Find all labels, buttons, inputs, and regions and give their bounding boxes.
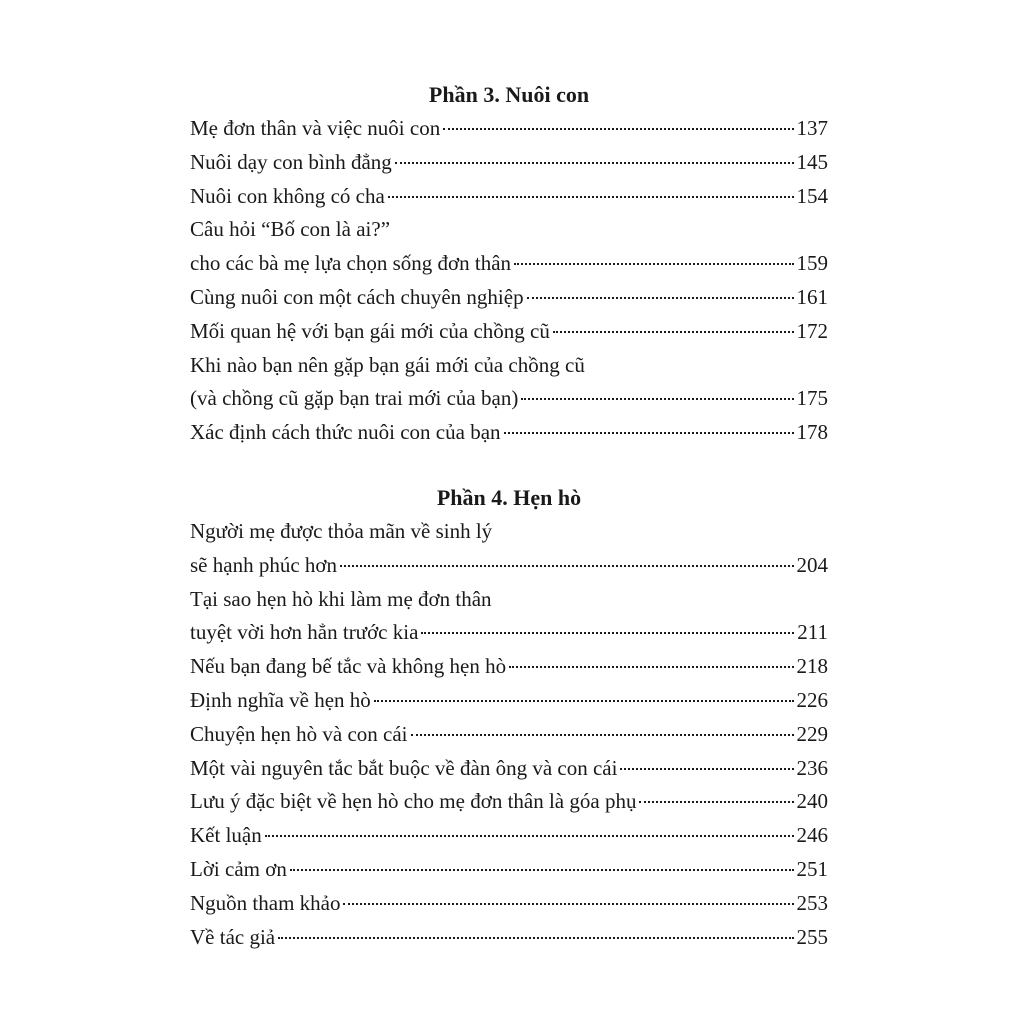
toc-entry-page-number: 137 (796, 116, 828, 140)
dot-leader (527, 296, 794, 299)
dot-leader (421, 631, 794, 634)
toc-entry (190, 853, 828, 887)
toc-entry-title: Về tác giả (190, 924, 276, 949)
dot-leader (553, 330, 794, 333)
toc-entry-page-number: 253 (796, 890, 828, 915)
toc-entry (190, 247, 828, 281)
dot-leader (374, 699, 794, 702)
toc-entry (190, 921, 828, 955)
dot-leader (509, 665, 793, 668)
toc-entry (190, 382, 828, 416)
toc-entry-title: Mẹ đơn thân và việc nuôi con (190, 116, 441, 140)
dot-leader (514, 262, 793, 265)
toc-entry-page-number: 246 (796, 823, 828, 848)
toc-entry-page-number: 178 (796, 420, 828, 445)
toc-entry-page-number: 161 (796, 284, 828, 309)
toc-entry (190, 315, 828, 349)
toc-entry-title: Mối quan hệ với bạn gái mới của chồng cũ (190, 318, 550, 343)
toc-entry (190, 650, 828, 684)
dot-leader (340, 564, 794, 567)
toc-entry-page-number: 159 (796, 251, 828, 276)
toc-entry (190, 180, 828, 214)
toc-entry (190, 349, 828, 383)
toc-entry (190, 785, 828, 819)
toc-entry-title: Cùng nuôi con một cách chuyên nghiệp (190, 284, 524, 309)
toc-entry (190, 515, 828, 549)
toc-entry-page-number: 226 (796, 687, 828, 712)
toc-entry-page-number: 236 (796, 755, 828, 780)
dot-leader (290, 868, 794, 871)
toc-entry-title: Câu hỏi “Bố con là ai?” (190, 217, 391, 242)
dot-leader (443, 127, 793, 130)
dot-leader (388, 195, 794, 198)
toc-entry-title: Nuôi dạy con bình đẳng (190, 149, 392, 174)
dot-leader (265, 834, 794, 837)
toc-entry (190, 616, 828, 650)
toc-entry-title: sẽ hạnh phúc hơn (190, 552, 337, 577)
toc-entry (190, 718, 828, 752)
toc-entry (190, 752, 828, 786)
dot-leader (343, 902, 793, 905)
toc-entry-title: Nuôi con không có cha (190, 183, 385, 208)
section-heading: Phần 4. Hẹn hò (436, 485, 582, 510)
toc-entry-page-number: 229 (796, 721, 828, 746)
dot-leader (504, 431, 794, 434)
toc-entry-title: Kết luận (190, 823, 262, 848)
dot-leader (521, 397, 793, 400)
toc-entry-title: Tại sao hẹn hò khi làm mẹ đơn thân (190, 586, 492, 611)
toc-entry (190, 112, 828, 146)
toc-entry-page-number: 175 (796, 386, 828, 411)
toc-entry-title: Một vài nguyên tắc bắt buộc về đàn ông và con cái (190, 755, 618, 780)
toc-entries (190, 515, 828, 954)
toc-entry (190, 146, 828, 180)
toc-entry-title: cho các bà mẹ lựa chọn sống đơn thân (190, 251, 512, 276)
dot-leader (639, 800, 793, 803)
toc-entry (190, 887, 828, 921)
dot-leader (620, 767, 793, 770)
toc-section (190, 78, 828, 450)
toc-entry-title: (và chồng cũ gặp bạn trai mới của bạn) (190, 386, 519, 411)
toc-entry-title: Nếu bạn đang bế tắc và không hẹn hò (190, 654, 507, 679)
toc-entry-page-number: 240 (796, 789, 828, 814)
dot-leader (278, 936, 793, 939)
toc-entry (190, 684, 828, 718)
toc-entry-title: Nguồn tham khảo (190, 890, 341, 915)
toc-entry-title: Khi nào bạn nên gặp bạn gái mới của chồng cũ (190, 352, 585, 377)
toc-entry-title: tuyệt vời hơn hẳn trước kia (190, 620, 419, 645)
toc-entry-title: Xác định cách thức nuôi con của bạn (190, 420, 501, 445)
toc-entry-title: Lưu ý đặc biệt về hẹn hò cho mẹ đơn thân là góa phụ (190, 789, 637, 814)
dot-leader (411, 733, 794, 736)
toc-entry-title: Định nghĩa về hẹn hò (190, 687, 371, 712)
toc-entry-page-number: 251 (796, 856, 828, 881)
toc-entry (190, 213, 828, 247)
toc-entry-title: Người mẹ được thỏa mãn về sinh lý (190, 519, 493, 543)
dot-leader (395, 161, 794, 164)
toc-entries (190, 112, 828, 450)
toc-entry (190, 819, 828, 853)
toc-entry (190, 549, 828, 583)
toc-entry-page-number: 255 (796, 924, 828, 949)
toc-entry-title: Lời cảm ơn (190, 856, 287, 881)
toc-entry-page-number: 218 (796, 654, 828, 679)
toc-entry-page-number: 145 (796, 149, 828, 174)
toc-entry-page-number: 211 (797, 620, 828, 645)
toc-entry-title: Chuyện hẹn hò và con cái (190, 721, 408, 746)
toc-section (190, 481, 828, 954)
toc-entry-page-number: 172 (796, 318, 828, 343)
toc-entry-page-number: 204 (796, 552, 828, 577)
section-heading: Phần 3. Nuôi con (428, 82, 590, 107)
toc-entry-page-number: 154 (796, 183, 828, 208)
toc-entry (190, 583, 828, 617)
toc-entry (190, 281, 828, 315)
toc-entry (190, 416, 828, 450)
